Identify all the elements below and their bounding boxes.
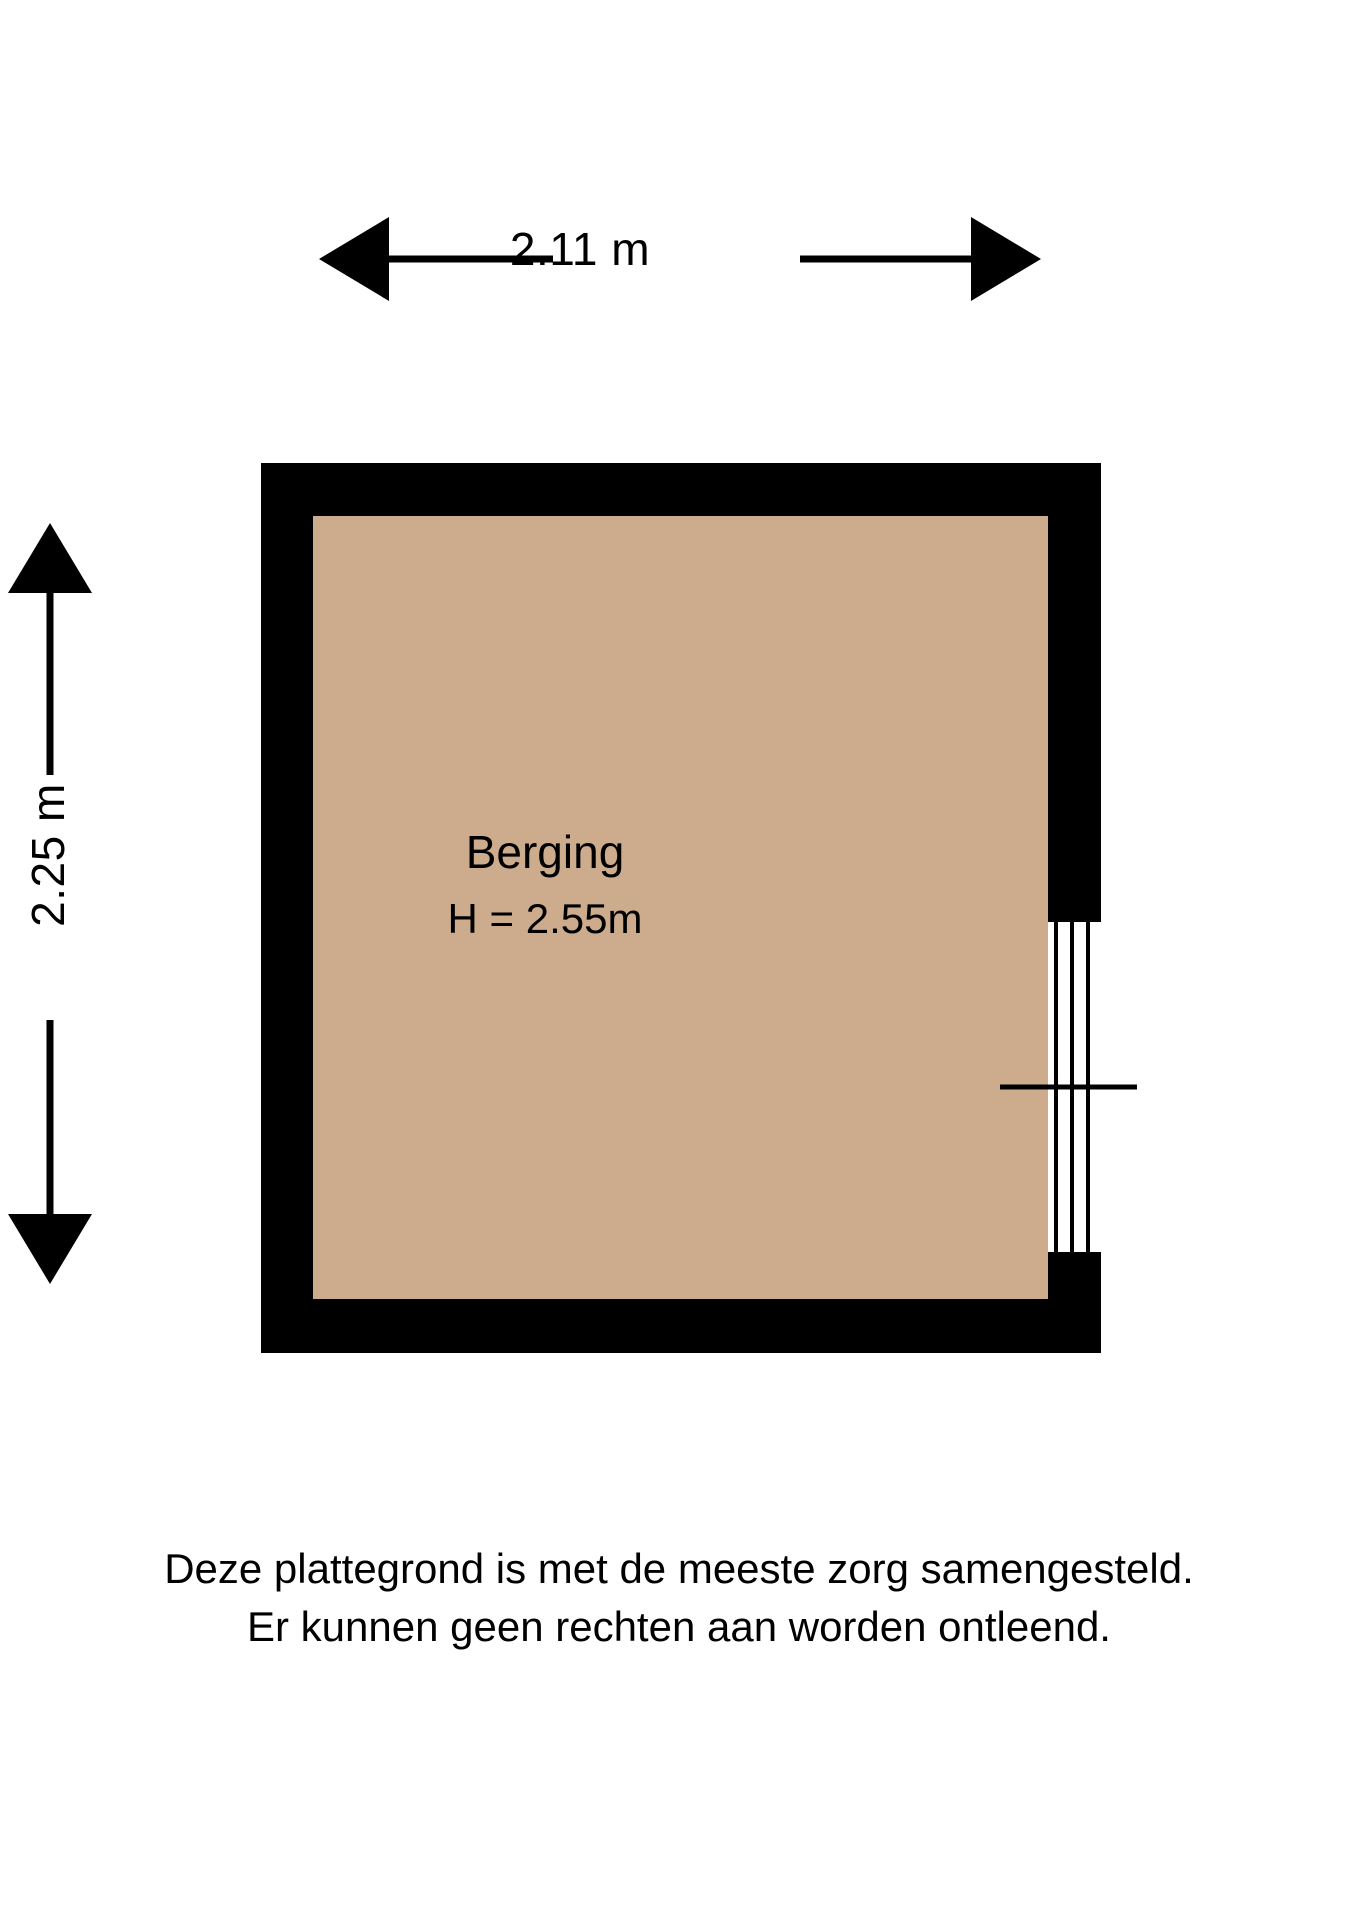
disclaimer [0, 1540, 1358, 1656]
disclaimer-line-1: Deze plattegrond is met de meeste zorg samengesteld. [164, 1545, 1194, 1592]
disclaimer-line-2: Er kunnen geen rechten aan worden ontleend. [247, 1603, 1111, 1650]
room-height-berging: H = 2.55m [447, 895, 643, 942]
room-label-berging: Berging [465, 826, 625, 878]
dimension-left-label: 2.25 m [22, 783, 74, 927]
dimension-top-label: 2.11 m [509, 223, 651, 275]
